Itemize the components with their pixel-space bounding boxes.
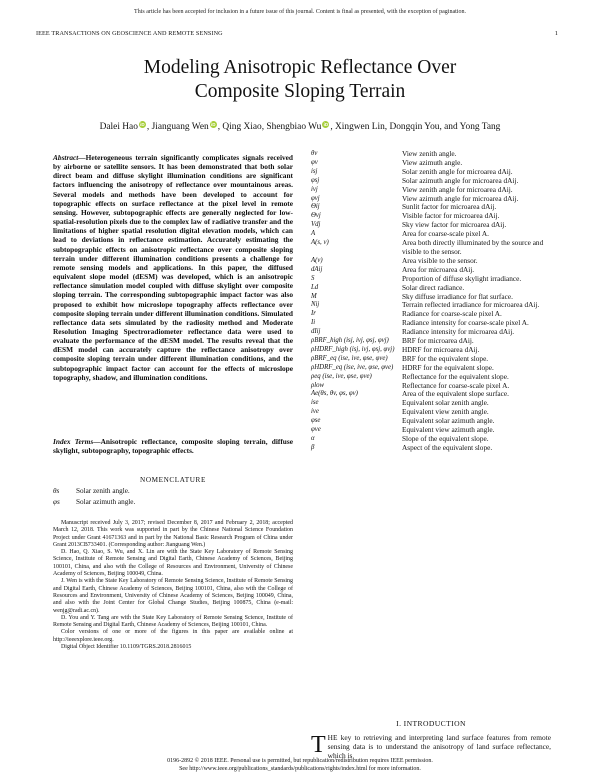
nomenclature-symbol: φve [311, 426, 321, 434]
nomenclature-symbol: A(v) [311, 256, 323, 264]
nomenclature-definition: Reflectance for coarse-scale pixel A. [402, 380, 510, 390]
nomenclature-definition: Reflectance for the equivalent slope. [402, 371, 509, 381]
footnote-paragraph: Manuscript received July 3, 2017; revised December 8, 2017 and February 2, 2018; accepted March 12, 2018. This work was supported in part by the Chinese National Science Foundation Project under Grant 41671363 and in part by the National Basic Research Program of China under Grant 2013CB733401. (Corresponding author: Jianguang Wen.) [53, 520, 293, 548]
nomenclature-definition: Radiance for coarse-scale pixel A. [402, 309, 502, 319]
nomenclature-symbol: ρBRF_eq (ise, ive, φse, φve) [311, 354, 388, 362]
nomenclature-symbol: Ld [311, 283, 319, 291]
nomenclature-heading: NOMENCLATURE [140, 476, 206, 484]
author-list: Dalei Hao iD , Jianguang Wen iD , Qing Xiao, Shengbiao Wu iD , Xingwen Lin, Dongqin You, and Yong Tang [99, 122, 501, 132]
nomenclature-symbol: Ii [311, 319, 316, 327]
author-name: Shengbiao Wu [266, 122, 322, 132]
nomenclature-definition: BRF for microarea dAij. [402, 336, 474, 346]
nomenclature-symbol: Θvj [311, 212, 321, 220]
footnote-paragraph: D. You and Y. Tang are with the State Key Laboratory of Remote Sensing Science, Institute of Remote Sensing and Digital Earth, Chinese Academy of Sciences, Beijing 100101, China. [53, 614, 293, 629]
nomenclature-symbol: α [311, 435, 315, 442]
nomenclature-symbol: θs [53, 487, 60, 495]
nomenclature-symbol: ρlow [311, 381, 325, 389]
nomenclature-symbol: A(s, v) [311, 239, 329, 247]
copyright-line-2[interactable]: See http://www.ieee.org/publications_standards/publications/rights/index.html for more information. [179, 766, 421, 772]
nomenclature-definition: Solar zenith angle for microarea dAij. [402, 166, 513, 176]
nomenclature-symbol: Ir [311, 310, 316, 318]
nomenclature-definition: Area visible to the sensor. [402, 255, 478, 265]
nomenclature-symbol: A [311, 230, 316, 238]
introduction-heading: I. INTRODUCTION [396, 719, 466, 728]
index-terms [53, 437, 293, 455]
nomenclature-symbol: dIij [311, 328, 321, 336]
nomenclature-definition: HDRF for the equivalent slope. [402, 362, 494, 372]
nomenclature-definition: Area for microarea dAij. [402, 264, 475, 274]
nomenclature-left-list [53, 487, 293, 509]
title-line-2: Composite Sloping Terrain [194, 81, 406, 102]
footnotes [53, 520, 293, 651]
footnote-paragraph: J. Wen is with the State Key Laboratory of Remote Sensing Science, Institute of Remote Sensing and Digital Earth, Chinese Academy of Sciences, Beijing 100101, China, also with the College of Resources and Environment, University of Chinese Academy of Sciences, Beijing 100049, China, and also with the Joint Center for Global Change Studies, Beijing 100875, China (e-mail: wenjg@radi.ac.cn). [53, 578, 293, 614]
footnote-paragraph: Digital Object Identifier 10.1109/TGRS.2018.2816015 [61, 644, 192, 651]
intro-paragraph: HE key to retrieving and interpreting land surface features from remote sensing data is to understand the anisotropy of land surface reflectance, which is [327, 733, 551, 760]
orcid-icon[interactable]: iD [210, 122, 216, 127]
nomenclature-symbol: isj [311, 167, 318, 175]
footnote-paragraph: D. Hao, Q. Xiao, S. Wu, and X. Lin are with the State Key Laboratory of Remote Sensing Science, Institute of Remote Sensing and Digital Earth, Chinese Academy of Sciences, Beijing 100101, China, and also with the College of Resources and Environment, University of Chinese Academy of Sciences, Beijing 100049, China. [53, 549, 293, 578]
nomenclature-definition: BRF for the equivalent slope. [402, 353, 489, 363]
nomenclature-definition: Equivalent solar azimuth angle. [402, 416, 495, 426]
nomenclature-symbol: Vdj [311, 221, 321, 229]
nomenclature-row [311, 444, 551, 453]
nomenclature-definition: Area of the equivalent slope surface. [402, 389, 509, 399]
orcid-icon[interactable]: iD [140, 122, 145, 127]
orcid-icon[interactable]: iD [323, 122, 329, 127]
nomenclature-row [311, 239, 551, 257]
nomenclature-definition: View azimuth angle for microarea dAij. [402, 193, 519, 203]
nomenclature-symbol: Ae(θs, θv, φs, φv) [311, 390, 358, 398]
nomenclature-definition: Solar zenith angle. [76, 487, 130, 495]
nomenclature-definition: View zenith angle for microarea dAij. [402, 184, 513, 194]
author-name: Qing Xiao, [222, 122, 265, 132]
nomenclature-definition: Equivalent view zenith angle. [402, 407, 489, 417]
page-number: 1 [554, 30, 558, 37]
acceptance-note: This article has been accepted for inclusion in a future issue of this journal. Content is final as presented, with the exception of pagination. [134, 9, 466, 15]
nomenclature-symbol: φs [53, 498, 60, 506]
author-name: Jianguang Wen [151, 122, 209, 132]
nomenclature-symbol: S [311, 274, 315, 282]
nomenclature-row [53, 498, 293, 509]
index-terms-label: Index Terms— [53, 437, 101, 446]
nomenclature-definition: Aspect of the equivalent slope. [402, 442, 493, 452]
nomenclature-symbol: M [311, 292, 317, 300]
nomenclature-definition: Sky diffuse irradiance for flat surface. [402, 291, 513, 301]
footnote-paragraph: Color versions of one or more of the figures in this paper are available online at http://ieeexplore.ieee.org. [53, 629, 293, 643]
copyright-notice [0, 757, 600, 773]
nomenclature-symbol: ive [311, 408, 319, 416]
abstract-text: Heterogeneous terrain significantly complicates signals received by airborne or satellite sensors. It has been demonstrated that both solar direct beam and diffuse skylight illumination conditions are significant factors influencing the anisotropy of reflectance over mountainous areas. Several models and methods have been developed to account for topographic effects on surface reflectance at the pixel level in remote sensing. However, subtopographic effects are generally neglected for low-spatial-resolution pixels due to the complex law of radiative transfer and the limitations of higher spatial resolution digital elevation models, which can lead to deviations in reflectance estimation. Accurately estimating the subtopographic effects on anisotropic reflectance over composite sloping terrain under different illumination conditions presents a challenge for remote sensing models and applications. In this paper, the diffused equivalent slope model (dESM) was developed, which is an anisotropic reflectance simulation model coupled with diffuse skylight over composite sloping terrain. The corresponding subtopographic impact factor was also proposed to exhibit how microslope topography affects reflectance over composite sloping terrain under different illumination conditions. Simulated reflectance data sets simulated by the radiosity method and Moderate Resolution Imaging Spectroradiometer reflectance data were used to evaluate the performance of the dESM model. The results reveal that the dESM model can accurately capture the reflectance anisotropy over composite sloping terrain under different illumination conditions, and the subtopographic impact factor can account for the effects of microslope topography, shadow, and illumination conditions. [53, 153, 293, 382]
nomenclature-definition: Equivalent solar zenith angle. [402, 398, 489, 408]
nomenclature-definition: Sky view factor for microarea dAij. [402, 220, 507, 230]
nomenclature-symbol: φv [311, 158, 318, 166]
nomenclature-definition: Solar azimuth angle. [76, 498, 136, 506]
nomenclature-definition: Area both directly illuminated by the source and visible to the sensor. [402, 238, 544, 256]
nomenclature-definition: View zenith angle. [402, 149, 457, 158]
nomenclature-definition: Slope of the equivalent slope. [402, 434, 489, 443]
nomenclature-row [53, 487, 293, 498]
nomenclature-symbol: ρeq (ise, ive, φse, φve) [311, 372, 372, 380]
nomenclature-symbol: Θij [311, 203, 320, 211]
nomenclature-symbol: ivj [311, 185, 318, 193]
title-line-1: Modeling Anisotropic Reflectance Over [143, 57, 457, 78]
nomenclature-symbol: Nij [311, 301, 320, 309]
nomenclature-definition: Proportion of diffuse skylight irradiance. [402, 273, 522, 283]
nomenclature-definition: Radiance intensity for coarse-scale pixel A. [402, 318, 529, 328]
index-terms-text: Anisotropic reflectance, composite sloping terrain, diffuse skylight, subtopography, topographic effects. [53, 437, 293, 456]
nomenclature-definition: HDRF for microarea dAij. [402, 344, 480, 354]
nomenclature-symbol: ρHDRF_high (isj, ivj, φsj, φvj) [311, 345, 395, 353]
nomenclature-right-list [311, 150, 551, 453]
nomenclature-definition: Area for coarse-scale pixel A. [402, 229, 489, 239]
nomenclature-symbol: ise [311, 399, 319, 407]
copyright-line-1: 0196-2892 © 2018 IEEE. Personal use is permitted, but republication/redistribution requires IEEE permission. [167, 758, 433, 764]
paper-title [0, 56, 600, 104]
nomenclature-definition: Solar azimuth angle for microarea dAij. [402, 175, 519, 185]
running-head: IEEE TRANSACTIONS ON GEOSCIENCE AND REMOTE SENSING [36, 30, 223, 37]
nomenclature-symbol: dAij [311, 265, 323, 273]
nomenclature-definition: View azimuth angle. [402, 157, 463, 167]
abstract [53, 153, 293, 382]
nomenclature-definition: Visible factor for microarea dAij. [402, 211, 500, 221]
abstract-label: Abstract— [53, 153, 86, 162]
nomenclature-definition: Radiance intensity for microarea dAij. [402, 327, 515, 337]
nomenclature-definition: Sunlit factor for microarea dAij. [402, 202, 497, 212]
nomenclature-symbol: θv [311, 150, 318, 157]
nomenclature-definition: Solar direct radiance. [402, 282, 465, 292]
nomenclature-definition: Terrain reflected irradiance for microarea dAij. [402, 300, 540, 310]
nomenclature-symbol: φvj [311, 194, 320, 202]
nomenclature-symbol: φse [311, 417, 321, 425]
nomenclature-symbol: ρBRF_high (isj, ivj, φsj, φvj) [311, 337, 389, 345]
author-name: Dalei Hao [99, 122, 138, 132]
nomenclature-definition: Equivalent view azimuth angle. [402, 425, 495, 435]
drop-cap: T [311, 732, 326, 758]
nomenclature-symbol: φsj [311, 176, 320, 184]
nomenclature-symbol: β [311, 443, 315, 451]
author-name: Xingwen Lin, Dongqin You, and Yong Tang [335, 122, 501, 132]
nomenclature-symbol: ρHDRF_eq (ise, ive, φse, φve) [311, 363, 394, 371]
